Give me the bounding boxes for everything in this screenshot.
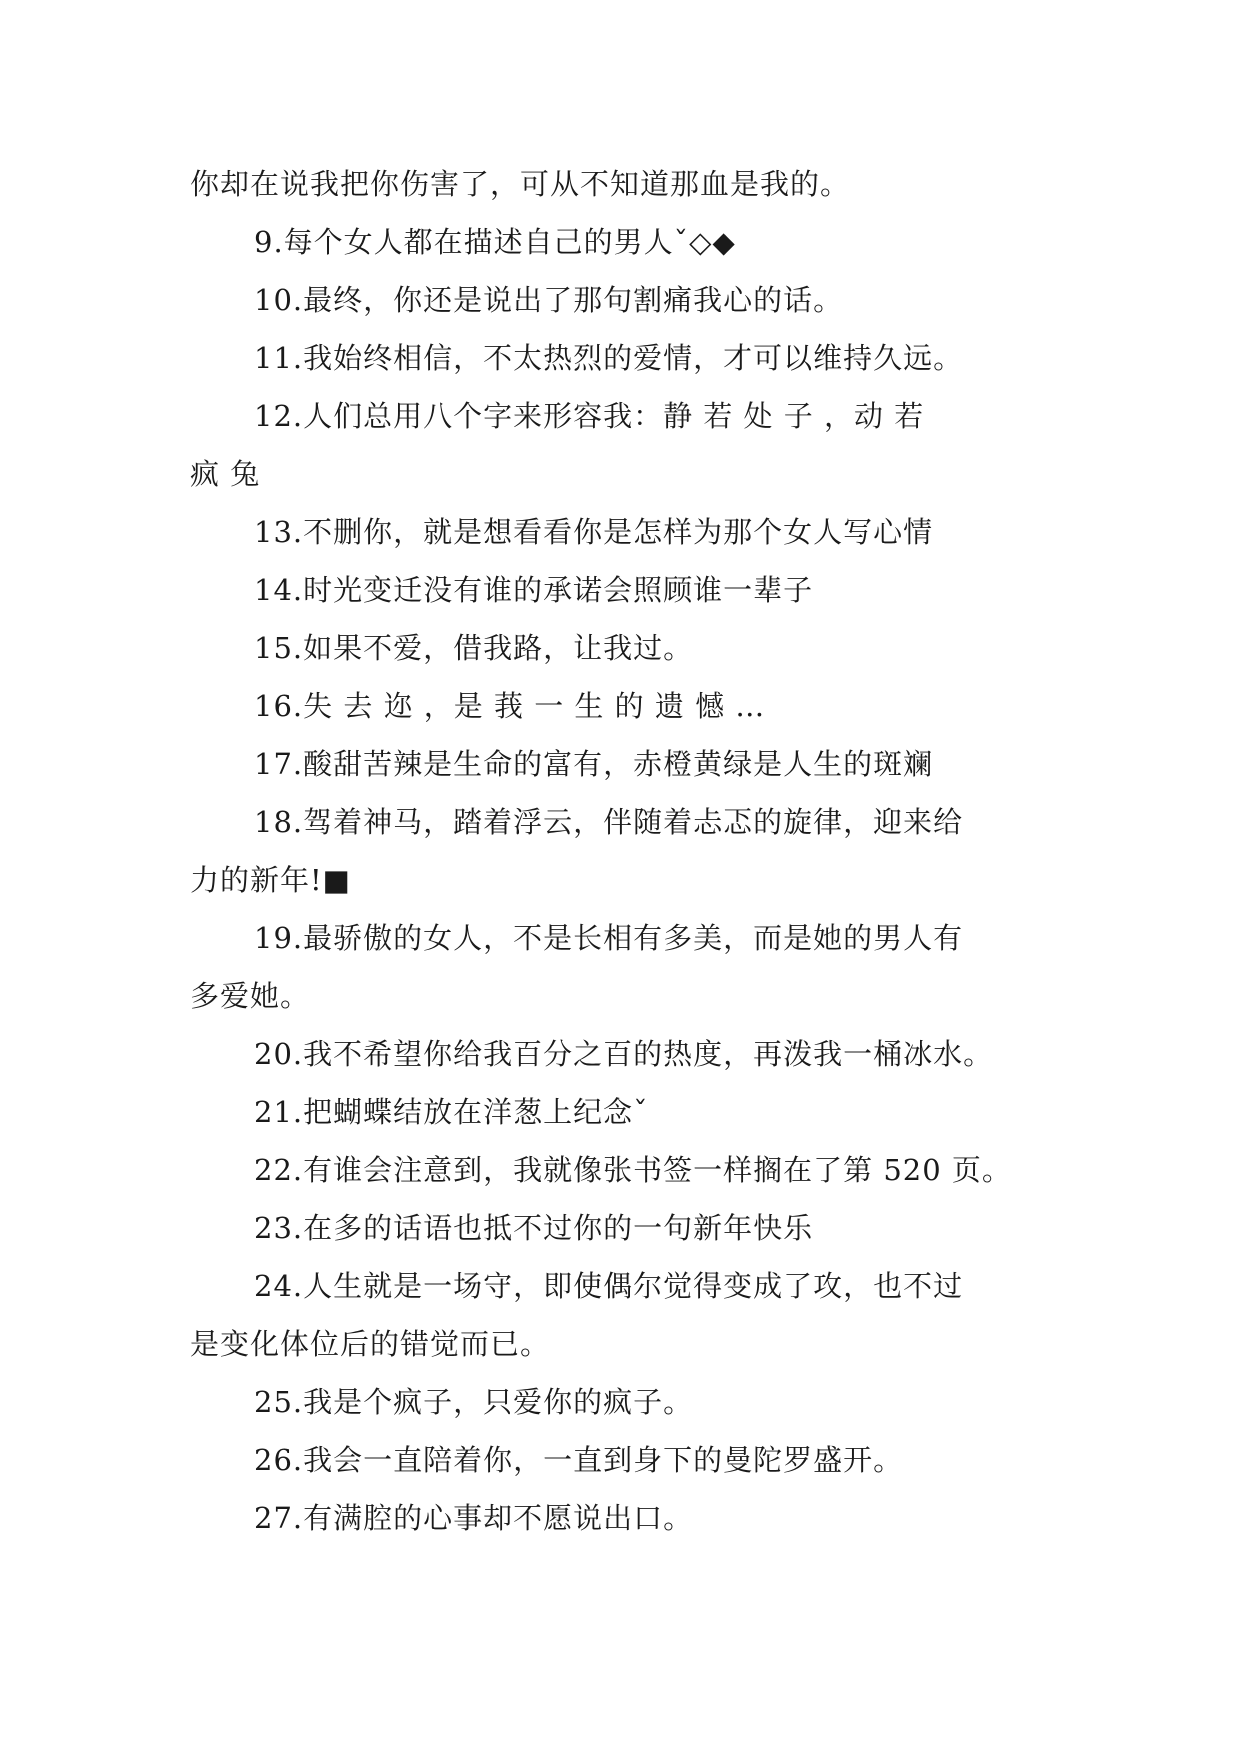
list-item: 15.如果不爱，借我路，让我过。	[254, 631, 694, 665]
list-item: 14.时光变迁没有谁的承诺会照顾谁一辈子	[254, 573, 814, 607]
paragraph-line: 疯 兔	[190, 457, 261, 491]
list-item: 12.人们总用八个字来形容我：静 若 处 子 ，动 若	[254, 399, 925, 433]
list-item: 22.有谁会注意到，我就像张书签一样搁在了第 520 页。	[254, 1153, 1012, 1187]
list-item: 23.在多的话语也抵不过你的一句新年快乐	[254, 1211, 814, 1245]
list-item: 24.人生就是一场守，即使偶尔觉得变成了攻，也不过	[254, 1269, 964, 1303]
list-item: 18.驾着神马，踏着浮云，伴随着忐忑的旋律，迎来给	[254, 805, 964, 839]
list-item: 25.我是个疯子，只爱你的疯子。	[254, 1385, 694, 1419]
list-item: 16.失 去 迩 ，是 莪 一 生 的 遗 憾 …	[254, 689, 766, 723]
paragraph-line: 是变化体位后的错觉而已。	[190, 1327, 551, 1361]
list-item: 13.不删你，就是想看看你是怎样为那个女人写心情	[254, 515, 934, 549]
paragraph-line: 多爱她。	[190, 979, 311, 1013]
list-item: 21.把蝴蝶结放在洋葱上纪念ˇ	[254, 1095, 649, 1129]
list-item: 19.最骄傲的女人，不是长相有多美，而是她的男人有	[254, 921, 964, 955]
list-item: 20.我不希望你给我百分之百的热度，再泼我一桶冰水。	[254, 1037, 994, 1071]
list-item: 10.最终，你还是说出了那句割痛我心的话。	[254, 283, 844, 317]
paragraph-line: 力的新年!■	[190, 863, 352, 897]
list-item: 9.每个女人都在描述自己的男人ˇ◇◆	[254, 225, 736, 259]
paragraph-line: 你却在说我把你伤害了，可从不知道那血是我的。	[190, 167, 851, 201]
list-item: 17.酸甜苦辣是生命的富有，赤橙黄绿是人生的斑斓	[254, 747, 934, 781]
list-item: 27.有满腔的心事却不愿说出口。	[254, 1501, 694, 1535]
document-body	[190, 155, 1070, 1547]
list-item: 26.我会一直陪着你，一直到身下的曼陀罗盛开。	[254, 1443, 904, 1477]
list-item: 11.我始终相信，不太热烈的爱情，才可以维持久远。	[254, 341, 964, 375]
